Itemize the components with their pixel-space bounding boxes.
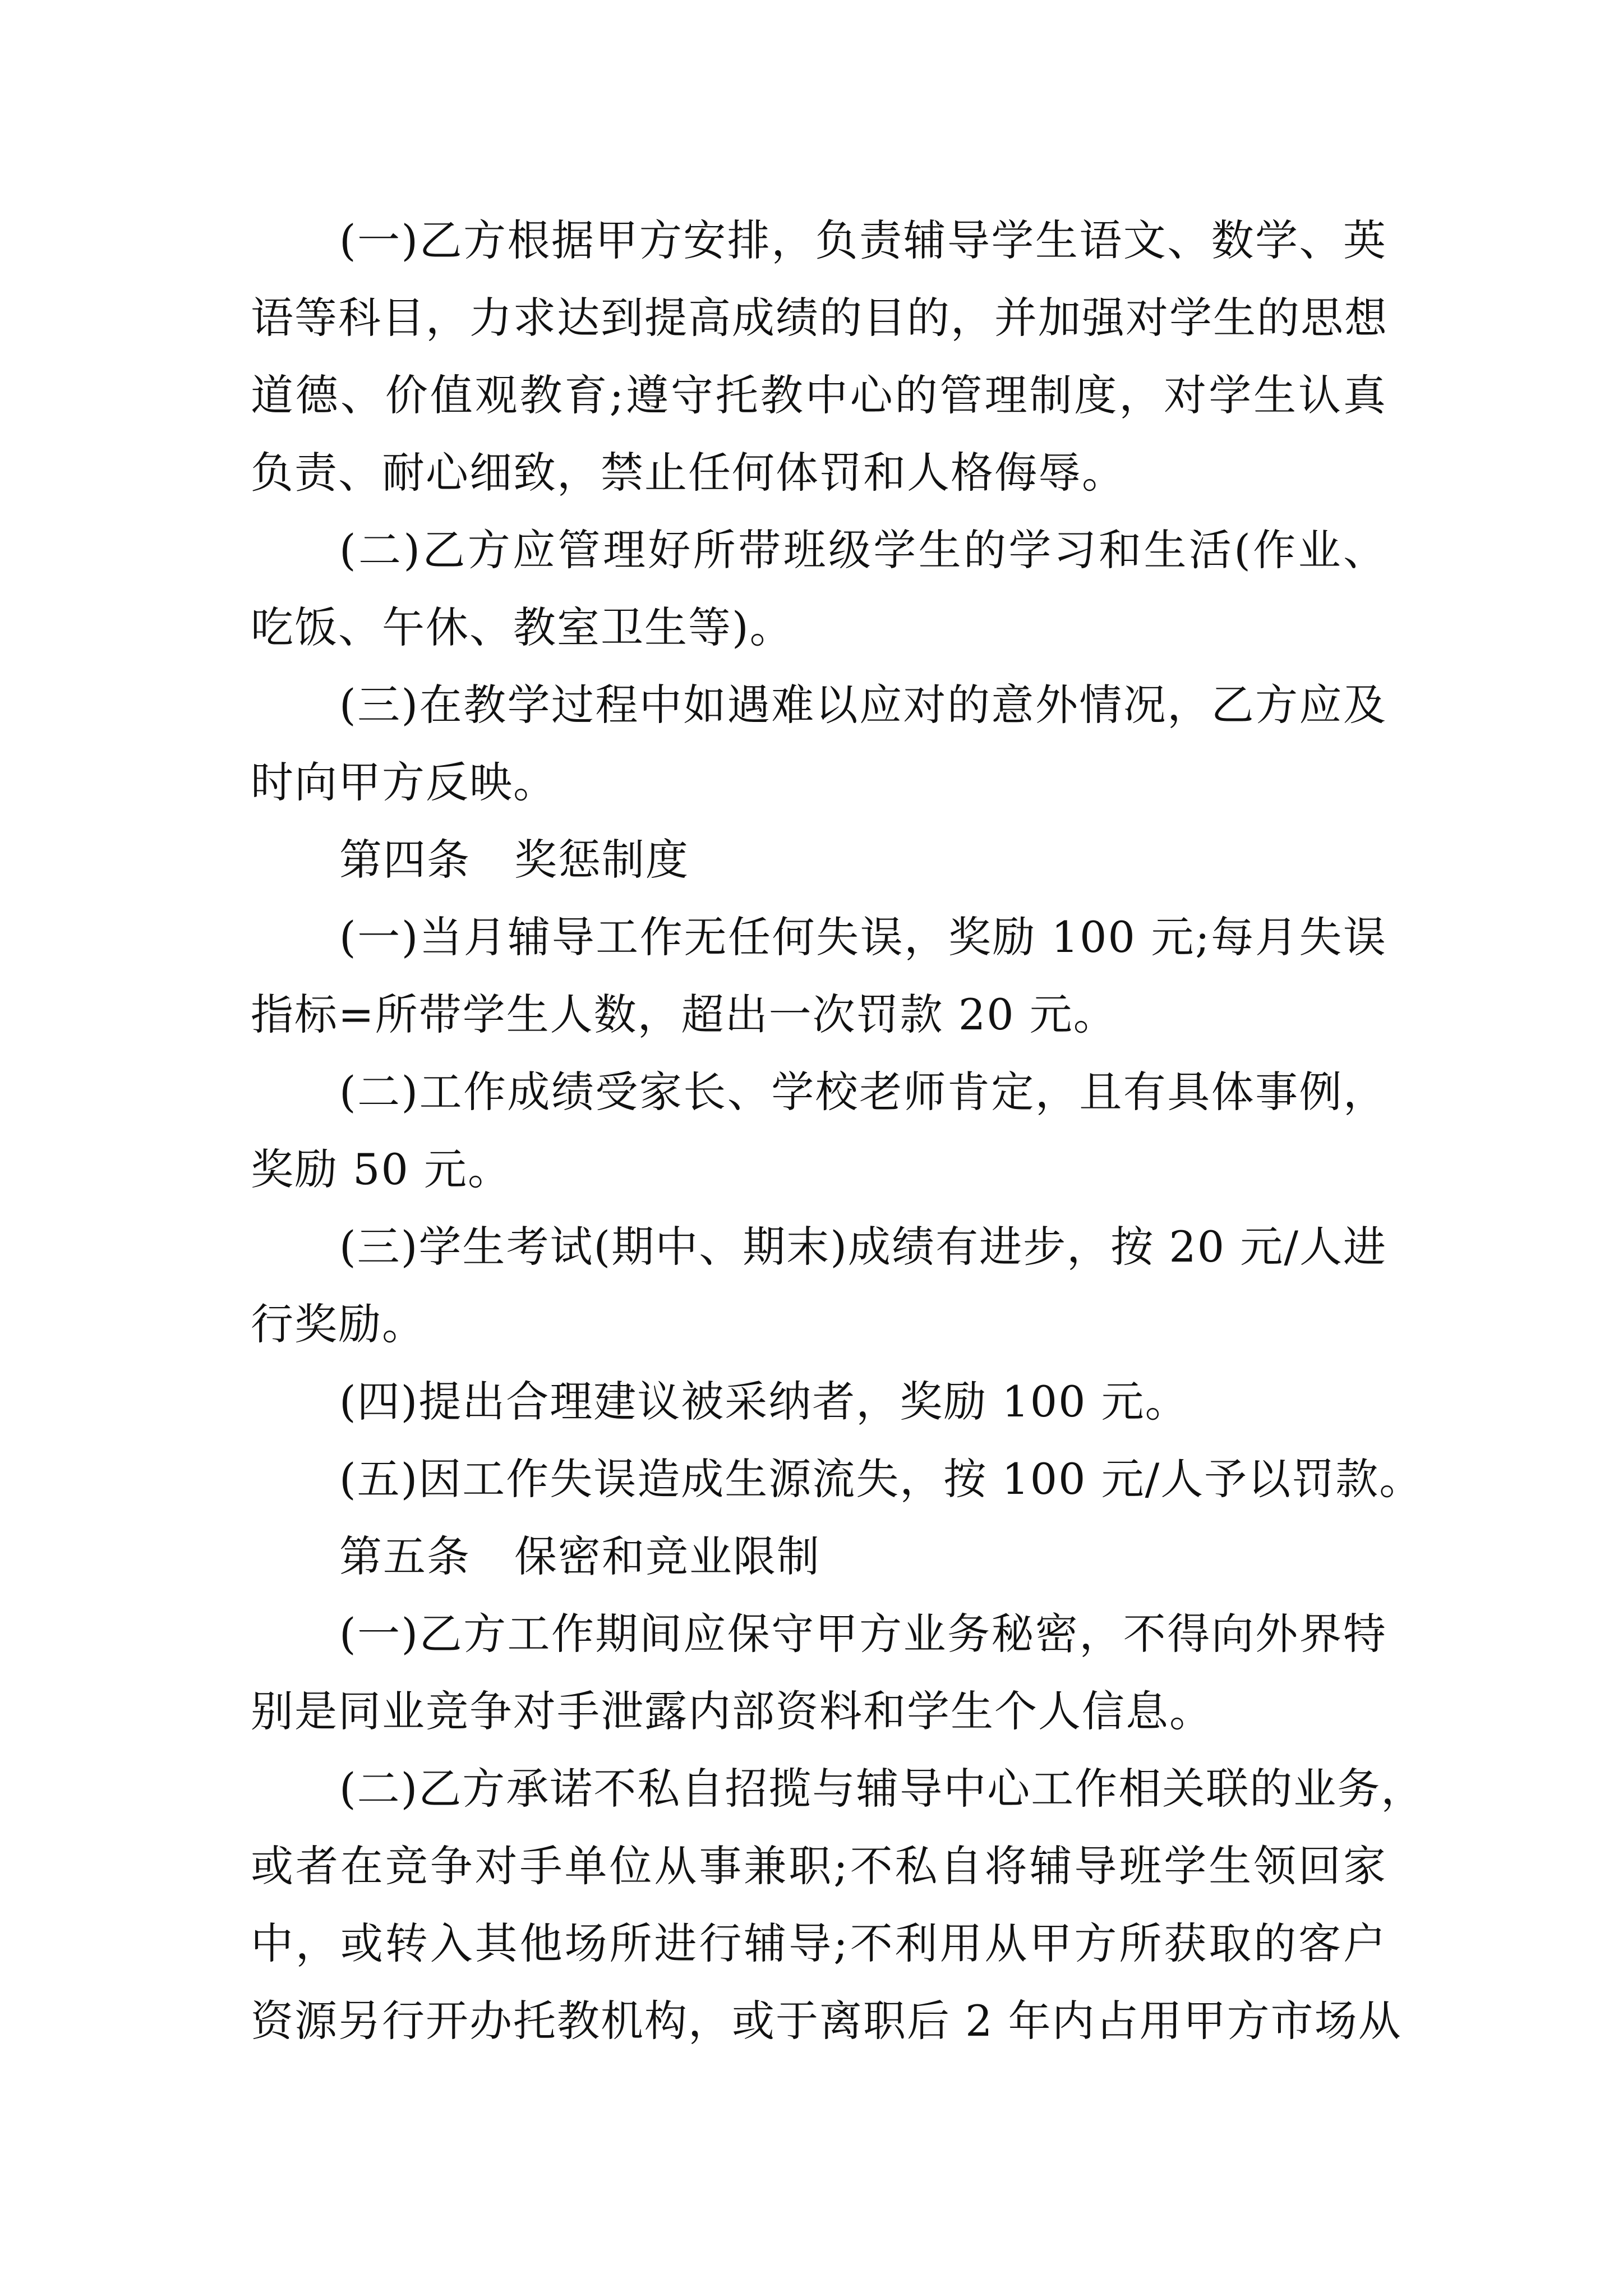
text-line: 行奖励。 — [251, 1299, 426, 1349]
duty-clause-2 — [251, 512, 1387, 666]
text-line: 语等科目，力求达到提高成绩的目的，并加强对学生的思想 — [251, 293, 1388, 343]
text-line: 指标=所带学生人数，超出一次罚款 20 元。 — [251, 990, 1117, 1039]
text-line: 道德、价值观教育;遵守托教中心的管理制度，对学生认真 — [251, 370, 1387, 420]
duty-clause-3 — [251, 666, 1387, 821]
text-line: (三)学生考试(期中、期末)成绩有进步，按 20 元/人进 — [339, 1222, 1387, 1272]
article-4-clause-4 — [251, 1363, 1387, 1441]
article-5-heading — [251, 1518, 1387, 1595]
text-line: (二)乙方应管理好所带班级学生的学习和生活(作业、 — [339, 525, 1387, 575]
text-line: (二)工作成绩受家长、学校老师肯定，且有具体事例， — [339, 1067, 1387, 1117]
text-line: (三)在教学过程中如遇难以应对的意外情况，乙方应及 — [339, 680, 1387, 730]
text-line: 别是同业竞争对手泄露内部资料和学生个人信息。 — [251, 1686, 1213, 1736]
article-4-clause-5 — [251, 1441, 1423, 1518]
text-line: 奖励 50 元。 — [251, 1144, 512, 1194]
text-line: 或者在竞争对手单位从事兼职;不私自将辅导班学生领回家 — [251, 1841, 1387, 1891]
duty-clause-1 — [251, 202, 1387, 512]
text-line: 中，或转入其他场所进行辅导;不利用从甲方所获取的客户 — [251, 1918, 1387, 1968]
article-4-heading — [251, 821, 1387, 899]
article-heading-line: 第四条 奖惩制度 — [339, 835, 689, 885]
text-line: 吃饭、午休、教室卫生等)。 — [251, 602, 794, 652]
article-4-clause-3 — [251, 1208, 1387, 1363]
text-line: 负责、耐心细致，禁止任何体罚和人格侮辱。 — [251, 448, 1126, 498]
text-line: (一)当月辅导工作无任何失误，奖励 100 元;每月失误 — [339, 912, 1387, 962]
text-line: (一)乙方工作期间应保守甲方业务秘密，不得向外界特 — [339, 1609, 1387, 1659]
text-line: (二)乙方承诺不私自招揽与辅导中心工作相关联的业务， — [339, 1764, 1425, 1814]
text-line: 时向甲方反映。 — [251, 757, 557, 807]
text-line: (一)乙方根据甲方安排，负责辅导学生语文、数学、英 — [339, 215, 1387, 265]
article-5-clause-1 — [251, 1595, 1387, 1750]
article-5-clause-2 — [251, 1750, 1425, 2060]
article-4-clause-2 — [251, 1053, 1387, 1208]
article-heading-line: 第五条 保密和竞业限制 — [339, 1531, 820, 1581]
document-body — [251, 202, 1425, 2060]
article-4-clause-1 — [251, 899, 1387, 1053]
text-line: (四)提出合理建议被采纳者，奖励 100 元。 — [339, 1377, 1189, 1427]
text-line: (五)因工作失误造成生源流失，按 100 元/人予以罚款。 — [339, 1454, 1423, 1504]
text-line: 资源另行开办托教机构，或于离职后 2 年内占用甲方市场从 — [251, 1996, 1402, 2046]
